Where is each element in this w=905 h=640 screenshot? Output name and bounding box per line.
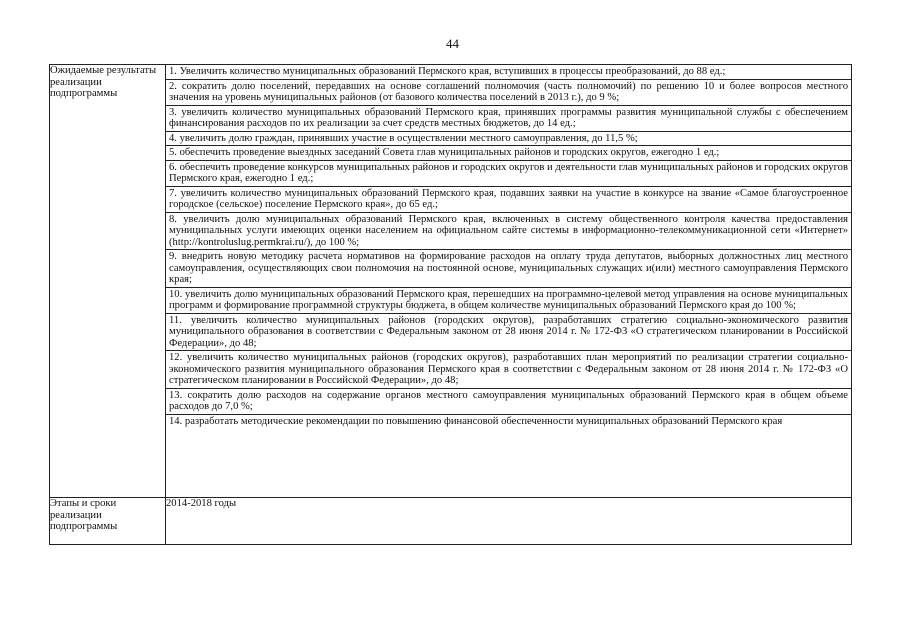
result-item-9: 9. внедрить новую методику расчета нормативов на формирование расходов на оплату труда депутатов, выборных должностных лиц местного самоуправления, осуществляющих свои полномочия на постоянной основе, муниципальных служащих и(или) местного самоуправления Пермского края; [166, 250, 851, 288]
result-item-2: 2. сократить долю поселений, передавших на основе соглашений полномочия (часть полномочий) по решению 10 и более вопросов местного значения на уровень муниципальных районов (от базового количества поселений в 2013 г.), до 9 %; [166, 80, 851, 106]
result-item-1: 1. Увеличить количество муниципальных образований Пермского края, вступивших в процессы преобразований, до 88 ед.; [166, 65, 851, 80]
result-item-10: 10. увеличить долю муниципальных образований Пермского края, перешедших на программно-целевой метод управления на основе муниципальных программ и формирование программной структуры бюджета, в общем количестве муниципальных образований Пермского края до 100 %; [166, 288, 851, 314]
results-items-cell [166, 65, 852, 498]
result-item-11: 11. увеличить количество муниципальных районов (городских округов), разработавших стратегию социально-экономического развития муниципального образования в соответствии с Федеральным законом от 28 июня 2014 г. № 172-ФЗ «О стратегическом планировании в Российской Федерации», до 48; [166, 314, 851, 352]
result-item-13: 13. сократить долю расходов на содержание органов местного самоуправления муниципальных образований Пермского края в общем объеме расходов до 7,0 %; [166, 389, 851, 415]
result-item-7: 7. увеличить количество муниципальных образований Пермского края, подавших заявки на участие в конкурсе на звание «Самое благоустроенное городское (сельское) поселение Пермского края», до 65 ед.; [166, 187, 851, 213]
results-label: Ожидаемые результаты реализации подпрограммы [50, 65, 166, 498]
result-item-4: 4. увеличить долю граждан, принявших участие в осуществлении местного самоуправления, до 11,5 %; [166, 132, 851, 147]
result-item-3: 3. увеличить количество муниципальных образований Пермского края, принявших программы развития муниципальной службы с обеспечением финансирования расходов по их реализации за счет средств местных бюджетов, до 14 ед.; [166, 106, 851, 132]
result-item-12: 12. увеличить количество муниципальных районов (городских округов), разработавших план мероприятий по реализации стратегии социально-экономического развития муниципального образования Пермского края в соответствии с Федеральным законом от 28 июня 2014 г. № 172-ФЗ «О стратегическом планировании в Российской Федерации», до 48; [166, 351, 851, 389]
result-item-14: 14. разработать методические рекомендации по повышению финансовой обеспеченности муниципальных образований Пермского края [169, 415, 783, 427]
result-item-6: 6. обеспечить проведение конкурсов муниципальных районов и городских округов и деятельности глав муниципальных районов и городских округов Пермского края, ежегодно 1 ед.; [166, 161, 851, 187]
result-item-8: 8. увеличить долю муниципальных образований Пермского края, включенных в систему общественного контроля качества предоставления муниципальных услуги имеющих оценки населением на официальном сайте системы в информационно-телекоммуникационной сети «Интернет» (http://kontroluslug.permkrai.ru/), до 100 %; [166, 213, 851, 251]
terms-label: Этапы и сроки реализации подпрограммы [50, 498, 166, 545]
table-row [50, 498, 852, 545]
terms-value: 2014-2018 годы [166, 498, 852, 545]
table-row [50, 65, 852, 498]
result-item-5: 5. обеспечить проведение выездных заседаний Совета глав муниципальных районов и городских округов, ежегодно 1 ед.; [166, 146, 851, 161]
page-number: 44 [446, 36, 459, 51]
subprogram-passport-table [49, 64, 852, 545]
